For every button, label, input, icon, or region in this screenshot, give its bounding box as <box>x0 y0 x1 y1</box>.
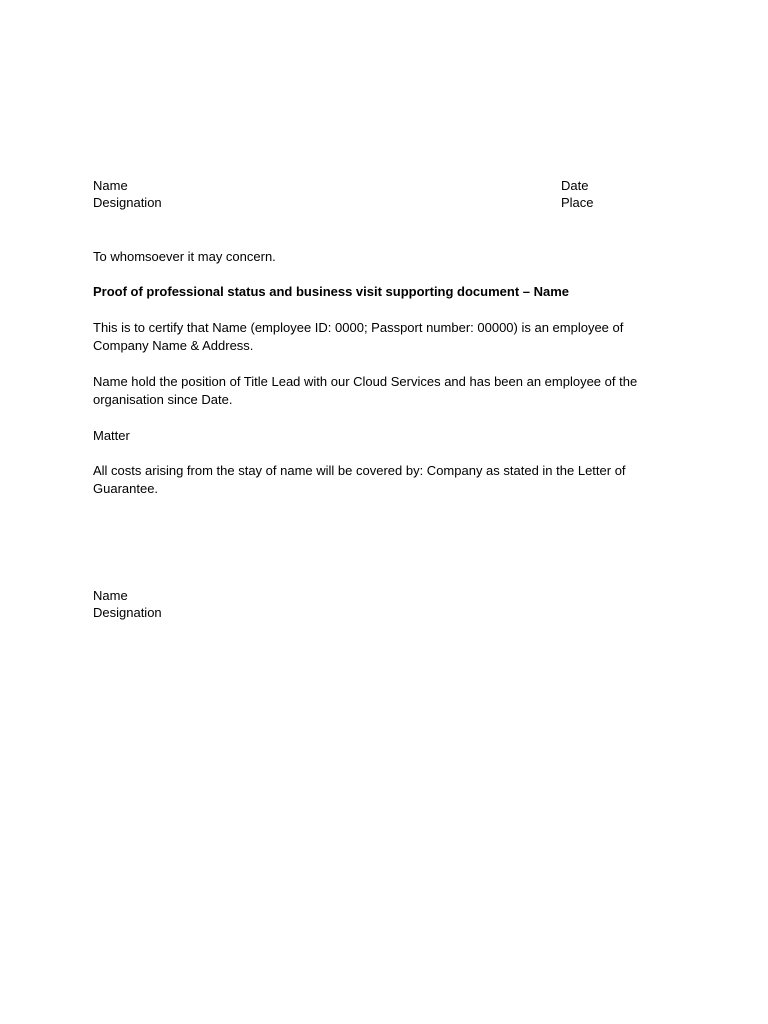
place-label: Place <box>561 195 594 210</box>
paragraph-certify: This is to certify that Name (employee ID: 0000; Passport number: 00000) is an employee of Company Name & Address. <box>93 320 624 353</box>
signature-designation: Designation <box>93 605 162 620</box>
date-label: Date <box>561 178 589 193</box>
sender-designation: Designation <box>93 195 162 210</box>
signature-name: Name <box>93 588 128 603</box>
paragraph-costs: All costs arising from the stay of name will be covered by: Company as stated in the Letter of Guarantee. <box>93 463 626 496</box>
salutation: To whomsoever it may concern. <box>93 249 276 264</box>
paragraph-matter: Matter <box>93 428 130 443</box>
paragraph-position: Name hold the position of Title Lead with our Cloud Services and has been an employee of the organisation since Date. <box>93 374 638 407</box>
sender-name: Name <box>93 178 128 193</box>
subject-line: Proof of professional status and business visit supporting document – Name <box>93 284 570 299</box>
